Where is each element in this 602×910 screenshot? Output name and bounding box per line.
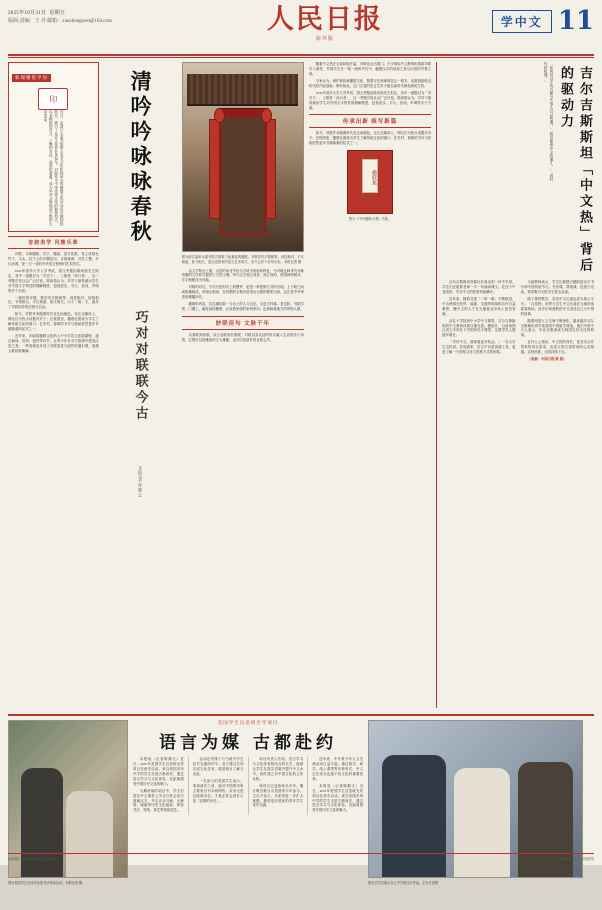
right-feature-title: 吉尔吉斯斯坦「中文热」背后的驱动力 [557, 66, 592, 274]
paragraph: 吉尔吉斯斯坦首都比什凯克的一所中学里，学生们正跟着老师一字一句诵读课文。在这个中亚国家，学习中文的热度持续攀升。 [442, 280, 516, 294]
bottom-column [248, 757, 304, 815]
paragraph: 1932年清华大学入学考试，国文考题由陈寅恪先生拟定，其中一道题目为「对对子」，上联是「孙行者」，这一考题引发社会广泛讨论。陈寅恪认为，对对子最易测出学生对中国文字特性的理解程度，包括虚实、平仄、语词、声调等多个方面。 [8, 268, 99, 293]
masthead-rule [8, 57, 594, 58]
article-body-right-2 [309, 131, 431, 146]
paragraph: 该项目已连续举办多年，累计吸引数百名美国青少年参与。主办方表示，未来将进一步扩大规模，邀请更多国家的青年学生来华交流。 [252, 783, 304, 808]
bottom-middle-article [133, 720, 363, 910]
book-cover [347, 150, 393, 214]
paragraph: 如今，对联并未随着时代变迁而褪色。在社交媒体上，网友们为热点话题对对子；在校园里，楹联社团成为学生了解传统文化的窗口；在乡村，春联的书写与张贴依然是年节最隆重的仪式之一。 [8, 312, 99, 332]
paragraph: 从文字特点上看，汉语的单音节性与方块字的形体特征，为对联这种讲究对称均衡的文学样式提供了天然土壤。每个汉字独立成音、独立成形，使得两两相对、字字相配成为可能。 [181, 268, 304, 283]
paragraph: 近年来，中外青少年人文交流活动日益丰富。通过游学、研学、线上课堂等多种形式，中文正在成为连接不同文化的重要纽带。 [312, 757, 363, 781]
paragraph: 从孔子学院到中小学中文课堂，吉尔吉斯斯坦的中文教育体系日渐完善。据统计，目前该国已设立多所孔子学院和孔子课堂，注册学员人数逐年增长。 [442, 318, 516, 338]
section-label: 学中文 [492, 10, 552, 33]
paragraph: 专家认为，保护和传承楹联文化，既要守住格律规范这一根本，也要鼓励贴近时代的内容创新。唯有如此，这门古老的语言艺术才能在新时代焕发新的生机。 [308, 78, 432, 88]
intro-box-header: 新闻聚焦学问 [12, 74, 51, 82]
photo-person [66, 791, 113, 877]
bottom-column [133, 757, 184, 815]
book-spine-label: 楹联集 [362, 159, 378, 193]
paragraph: 对联的对仗，不仅仅是形式上的整齐，更是一种思维方式的呈现。上下联之间或相辅相成，或相反相成，在有限的字数内营造出无限的想象空间，这正是中华审美的精髓所在。 [181, 285, 304, 300]
masthead-weekday: 星期五 [49, 11, 66, 16]
paragraph: 项目负责人介绍，语言学习与文化体验相结合的方式，能够让学生在真实语境中提升中文水平，同时建立对中国文化的立体认知。 [252, 757, 304, 781]
paragraph: 随着两国人文交流不断深化，越来越多吉尔吉斯斯坦青年希望到中国留学深造。他们中的不少人表示，毕业后愿意成为两国友好交往的桥梁。 [520, 318, 594, 338]
footer-bar [8, 853, 594, 861]
paragraph: 当地教师表示，学生们最感兴趣的是汉字书写和中国传统节日。书法课、剪纸课、包饺子活动，常常吸引大批学生报名参加。 [520, 280, 594, 294]
paragraph: 本报电（记者陈静文）近日，2025年美国学生汉语研光导项目在西安启动。来自美国多所中学的学生走进古都西安，通过语言学习与文化体验，近距离感受中国历史文化的魅力。 [312, 783, 363, 813]
bottom-left-photo-block [8, 720, 128, 910]
article-body-mid [182, 269, 304, 313]
bottom-title: 语言为媒 古都赴约 [159, 733, 337, 753]
paragraph: 除了课堂教学，各类中文比赛也成为展示平台。「汉语桥」世界大学生中文比赛在当地的选拔赛现场，选手们用流利的中文讲述自己与中国的故事。 [520, 296, 594, 316]
paragraph: 活动还安排了与当地中学生结对交流的环节。双方通过共同完成文化任务，增进相互了解与友谊。 [192, 757, 244, 776]
footer-left: 本版图片除署名外均由主办方提供 [8, 857, 59, 861]
right-feature-body [442, 280, 594, 362]
article-body-right [309, 62, 431, 110]
paragraph: 如今，对联并未随着时代变迁而褪色。在社交媒体上，网友们为热点话题对对子；在校园里，楹联社团成为学生了解传统文化的窗口；在乡村，春联的书写与张贴依然是年节最隆重的仪式之一。 [308, 131, 432, 146]
bottom-kicker: 美国学生汉语研光导项目 [217, 720, 279, 725]
article-body-left [8, 252, 99, 354]
main-content [8, 62, 594, 708]
paragraph: 「学好中文，意味着更多机会。」一名大学生这样说。在他看来，语言不仅是沟通工具，更是了解一个国家文化与思维方式的钥匙。 [442, 340, 516, 355]
seal-icon: 印 [38, 88, 68, 110]
bottom-section [8, 714, 594, 910]
masthead [8, 6, 594, 56]
bottom-column [188, 757, 244, 815]
feature-title-secondary: 巧对对联联今古 [132, 310, 148, 422]
book-caption: 图为《中华楹联大观》书影。 [348, 217, 392, 222]
intro-box-text: 近日，由浙江永嘉书院联合有关文化机构举办的楹联文化活动在各地陆续展开，吸引了众多文化爱好者参与。对联作为中华传统文化的独特形式，以其精练的语言、工整的对仗、深邃的意蕴，成为中华文脉绵延不绝的生动见证。 [43, 110, 65, 226]
photo-lantern [261, 108, 272, 123]
paragraph: 近年来，随着共建「一带一路」不断推进，中吉两国在经贸、能源、交通等领域的合作日益紧密，懂中文的人才在当地就业市场上备受青睐。 [442, 296, 516, 316]
paragraph: 近年来，多地将楹联文化纳入中小学语文拓展课程，通过诵读、赏析、创作等环节，让青少年在平仄格律中感受汉语之美。一些高校也开设了对联鉴赏与创作的通识课，选课人数常常爆满。 [8, 334, 99, 353]
paragraph: 一副好的对联，要讲究字数相等、词性相对、结构相应、节奏相合、平仄相谐、意义相关。六个「相」字，道尽了对联创作的法度与自由。 [8, 295, 99, 310]
right-feature-quote: 「如何对汉字的兴趣与中国人自己相通？」「我们要做中文的通才。」「因时代的机遇。」 [544, 62, 554, 181]
section-heading-2: 妙联佳句 文脉千年 [182, 316, 304, 330]
article-body-mid-2 [182, 333, 304, 343]
paragraph: 一名参与的美国学生表示，来到西安之前，他对中国的印象主要来自书本和网络；亲身走进这座城市后，才真正体会到什么是「活着的历史」。 [192, 778, 244, 803]
feature-title-primary: 清吟吟咏咏春秋 [128, 70, 154, 245]
paragraph: 为期两周的项目中，学生们将在中文课堂上学习日常会话与基础汉字，并走访兵马俑、大雁塔、城墙等历史文化地标，体验书法、剪纸、茶艺等传统技艺。 [133, 788, 184, 813]
paragraph: 随着中文热在全球持续升温，对联也走出国门。不少国际中文教育机构将对联引入课堂，外国学生在一笔一画的书写中，触摸汉字的结构之美与汉语的节奏之妙。 [308, 62, 432, 76]
section-heading-3: 传承出新 续写新篇 [309, 114, 431, 128]
photo-lantern [214, 108, 225, 123]
paper-title-sub: 海外版 [315, 37, 334, 42]
bottom-right-caption: 图为学生们展示自己书写的汉字作品。主办方供图 [368, 881, 439, 885]
masthead-meta [8, 6, 158, 26]
masthead-section-block [492, 6, 594, 34]
byline: 本报记者 陈 静 文 [138, 466, 144, 497]
photo-door [219, 116, 266, 237]
photo-eave [187, 74, 298, 106]
bottom-column [307, 757, 363, 815]
masthead-editor: 版面·责编：王 丹 邮箱：xuezhongwen@163.com [8, 19, 112, 24]
paragraph: 业内人士指出，中文热的背后，是务实合作带来的现实需求，也是文明互鉴带来的心灵相通。这种热度，还将持续下去。 [520, 340, 594, 355]
paragraph: 从春联到寿联，从行业联到名胜联，对联以其灵活的形式融入生活的各个场景。它既可以是雅致的文人雅趣，也可以是质朴的百姓心声。 [181, 333, 304, 342]
paragraph: 本报电（记者陈静文）近日，2025年美国学生汉语研光导项目在西安启动。来自美国多所中学的学生走进古都西安，通过语言学习与文化体验，近距离感受中国历史文化的魅力。 [133, 757, 184, 786]
photo-caption: 图为浙江温州永嘉书院古建筑门前悬挂的楹联。对联讲究字数相等、词性相对、平仄相谐、意义相关，是汉语独有的语言艺术形式，至今已有千余年历史。本报记者 摄 [181, 255, 304, 264]
paragraph: 楹联的内容，往往凝结着一方水土的人文记忆。走进古村落、老宅院、书院学堂，门楣上、廊柱间的楹联，记录着家族的家风家训，也承载着地方的风物人情。 [181, 302, 304, 312]
masthead-date: 2025年10月31日 [8, 11, 47, 16]
paragraph: 1932年清华大学入学考试，国文考题由陈寅恪先生拟定，其中一道题目为「对对子」，上联是「孙行者」，这一考题引发社会广泛讨论。陈寅恪认为，对对子最易测出学生对中国文字特性的理解程度，包括虚实、平仄、语词、声调等多个方面。 [308, 90, 432, 110]
page-number: 11 [557, 6, 594, 36]
column-text [309, 62, 431, 708]
paper-title: 人民日报 [266, 4, 383, 35]
column-right-feature [436, 62, 594, 708]
bottom-text-columns [133, 757, 363, 815]
bottom-right-photo-block [368, 720, 583, 910]
section-heading-1: 音韵美学 风雅乐章 [8, 236, 99, 249]
column-headline [104, 62, 177, 708]
photo-couplet-left [209, 119, 219, 219]
bottom-left-caption: 图为美国学生在西安参加书法体验活动。本报记者 摄 [8, 881, 83, 885]
right-feature-signature: （来源：中国日报 陈 晨） [527, 357, 567, 362]
column-left [8, 62, 99, 708]
book-figure [309, 150, 431, 214]
feature-photo [182, 62, 304, 252]
column-photo [182, 62, 304, 708]
masthead-title-block [158, 6, 492, 42]
photo-couplet-right [266, 119, 276, 219]
intro-box [8, 62, 99, 232]
footer-right: 郑亚文主编|出版社 美术中国|联络 [544, 857, 594, 861]
paragraph: 对联，又称楹联、对子、楹帖，是写在纸、布上或刻在竹子、木头、柱子上的对偶语句，言简意深，对仗工整，平仄协调，是一字一音的中华语言独特的艺术形式。 [8, 252, 99, 266]
